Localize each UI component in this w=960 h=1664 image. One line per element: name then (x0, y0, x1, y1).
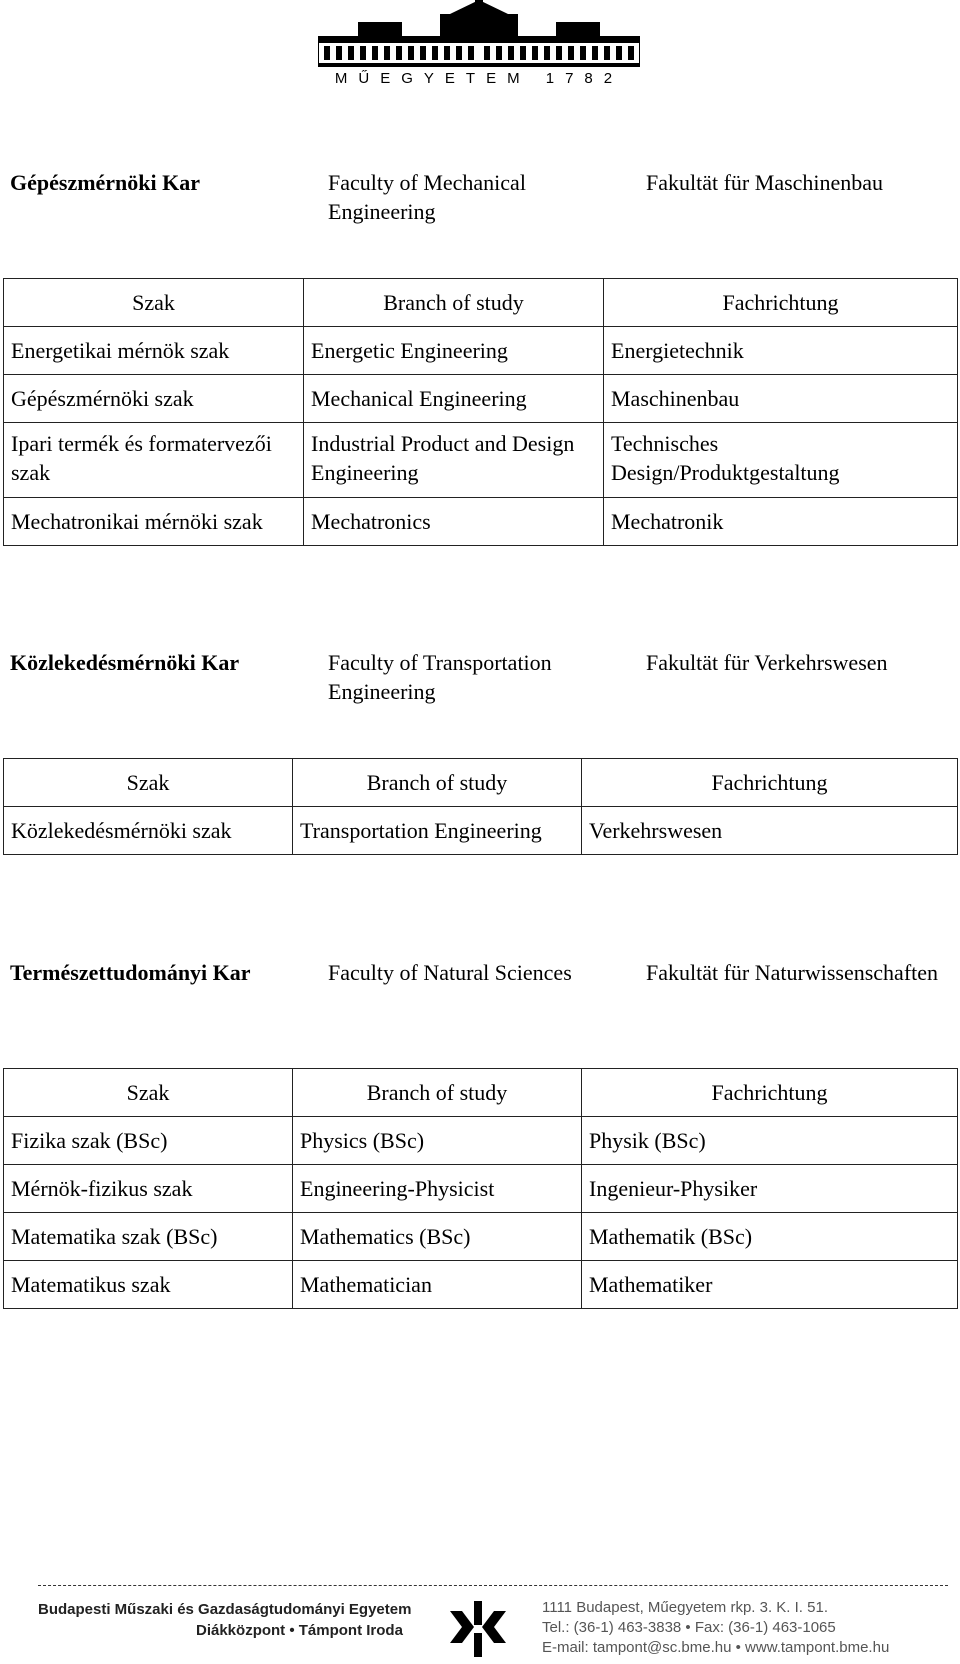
table-cell: Physics (BSc) (293, 1117, 582, 1165)
table-header-row (4, 759, 958, 807)
table-cell: Mechatronics (304, 498, 604, 546)
table-cell: Mechanical Engineering (304, 375, 604, 423)
table-cell: Mechatronikai mérnöki szak (4, 498, 304, 546)
table-cell: Matematika szak (BSc) (4, 1213, 293, 1261)
table-cell: Fizika szak (BSc) (4, 1117, 293, 1165)
table-cell: Industrial Product and Design Engineering (304, 423, 604, 498)
table-cell: Ipari termék és formatervezői szak (4, 423, 304, 498)
table-cell: Mathematiker (582, 1261, 958, 1309)
table-cell: Mathematik (BSc) (582, 1213, 958, 1261)
table-cell: Verkehrswesen (582, 807, 958, 855)
faculty-name-hu: Közlekedésmérnöki Kar (10, 650, 240, 675)
table-cell: Transportation Engineering (293, 807, 582, 855)
table-header-row (4, 1069, 958, 1117)
table-cell: Mechatronik (604, 498, 958, 546)
table-cell: Matematikus szak (4, 1261, 293, 1309)
faculty-name-en: Faculty of Mechanical Engineering (328, 170, 526, 224)
table-row (4, 1213, 958, 1261)
column-header: Fachrichtung (582, 1069, 958, 1117)
footer-org-name: Budapesti Műszaki és Gazdaságtudományi Egyetem (38, 1601, 412, 1618)
column-header: Branch of study (293, 1069, 582, 1117)
table-cell: Physik (BSc) (582, 1117, 958, 1165)
table-row (4, 807, 958, 855)
column-header: Branch of study (293, 759, 582, 807)
table-row (4, 327, 958, 375)
column-header: Fachrichtung (604, 279, 958, 327)
table-cell: Mérnök-fizikus szak (4, 1165, 293, 1213)
table-header-row (4, 279, 958, 327)
faculty-name-de: Fakultät für Verkehrswesen (646, 650, 888, 675)
bme-k-logo-icon (448, 1597, 508, 1661)
table-row (4, 1165, 958, 1213)
faculty-name-de: Fakultät für Maschinenbau (646, 170, 884, 195)
logo-wordmark: MŰEGYETEM 1782 (334, 70, 624, 87)
footer-office-name: Diákközpont • Támpont Iroda (196, 1622, 403, 1639)
table-row (4, 375, 958, 423)
table-cell: Energietechnik (604, 327, 958, 375)
table-cell: Gépészmérnöki szak (4, 375, 304, 423)
table-row (4, 423, 958, 498)
table-cell: Ingenieur-Physiker (582, 1165, 958, 1213)
column-header: Szak (4, 279, 304, 327)
footer-address: 1111 Budapest, Műegyetem rkp. 3. K. I. 51. (542, 1599, 828, 1616)
faculty-branches-table (3, 278, 958, 546)
faculty-branches-table (3, 1068, 958, 1309)
table-cell: Mathematician (293, 1261, 582, 1309)
faculty-name-en: Faculty of Transportation Engineering (328, 650, 552, 704)
column-header: Branch of study (304, 279, 604, 327)
table-cell: Engineering-Physicist (293, 1165, 582, 1213)
table-row (4, 1261, 958, 1309)
column-header: Szak (4, 759, 293, 807)
footer-email: E-mail: tampont@sc.bme.hu • www.tampont.bme.hu (542, 1639, 890, 1656)
faculty-name-hu: Természettudományi Kar (10, 960, 251, 985)
column-header: Szak (4, 1069, 293, 1117)
table-cell: Energetikai mérnök szak (4, 327, 304, 375)
faculty-branches-table (3, 758, 958, 855)
footer-contact (542, 1598, 942, 1658)
faculty-name-en: Faculty of Natural Sciences (328, 960, 572, 985)
column-header: Fachrichtung (582, 759, 958, 807)
table-row (4, 498, 958, 546)
table-cell: Közlekedésmérnöki szak (4, 807, 293, 855)
footer-organization (38, 1599, 438, 1641)
footer-phone: Tel.: (36-1) 463-3838 • Fax: (36-1) 463-1065 (542, 1619, 836, 1636)
table-cell: Energetic Engineering (304, 327, 604, 375)
footer-divider (38, 1585, 948, 1586)
table-row (4, 1117, 958, 1165)
faculty-name-de: Fakultät für Naturwissenschaften (646, 960, 939, 985)
faculty-name-hu: Gépészmérnöki Kar (10, 170, 201, 195)
table-cell: Technisches Design/Produktgestaltung (604, 423, 958, 498)
table-cell: Mathematics (BSc) (293, 1213, 582, 1261)
table-cell: Maschinenbau (604, 375, 958, 423)
